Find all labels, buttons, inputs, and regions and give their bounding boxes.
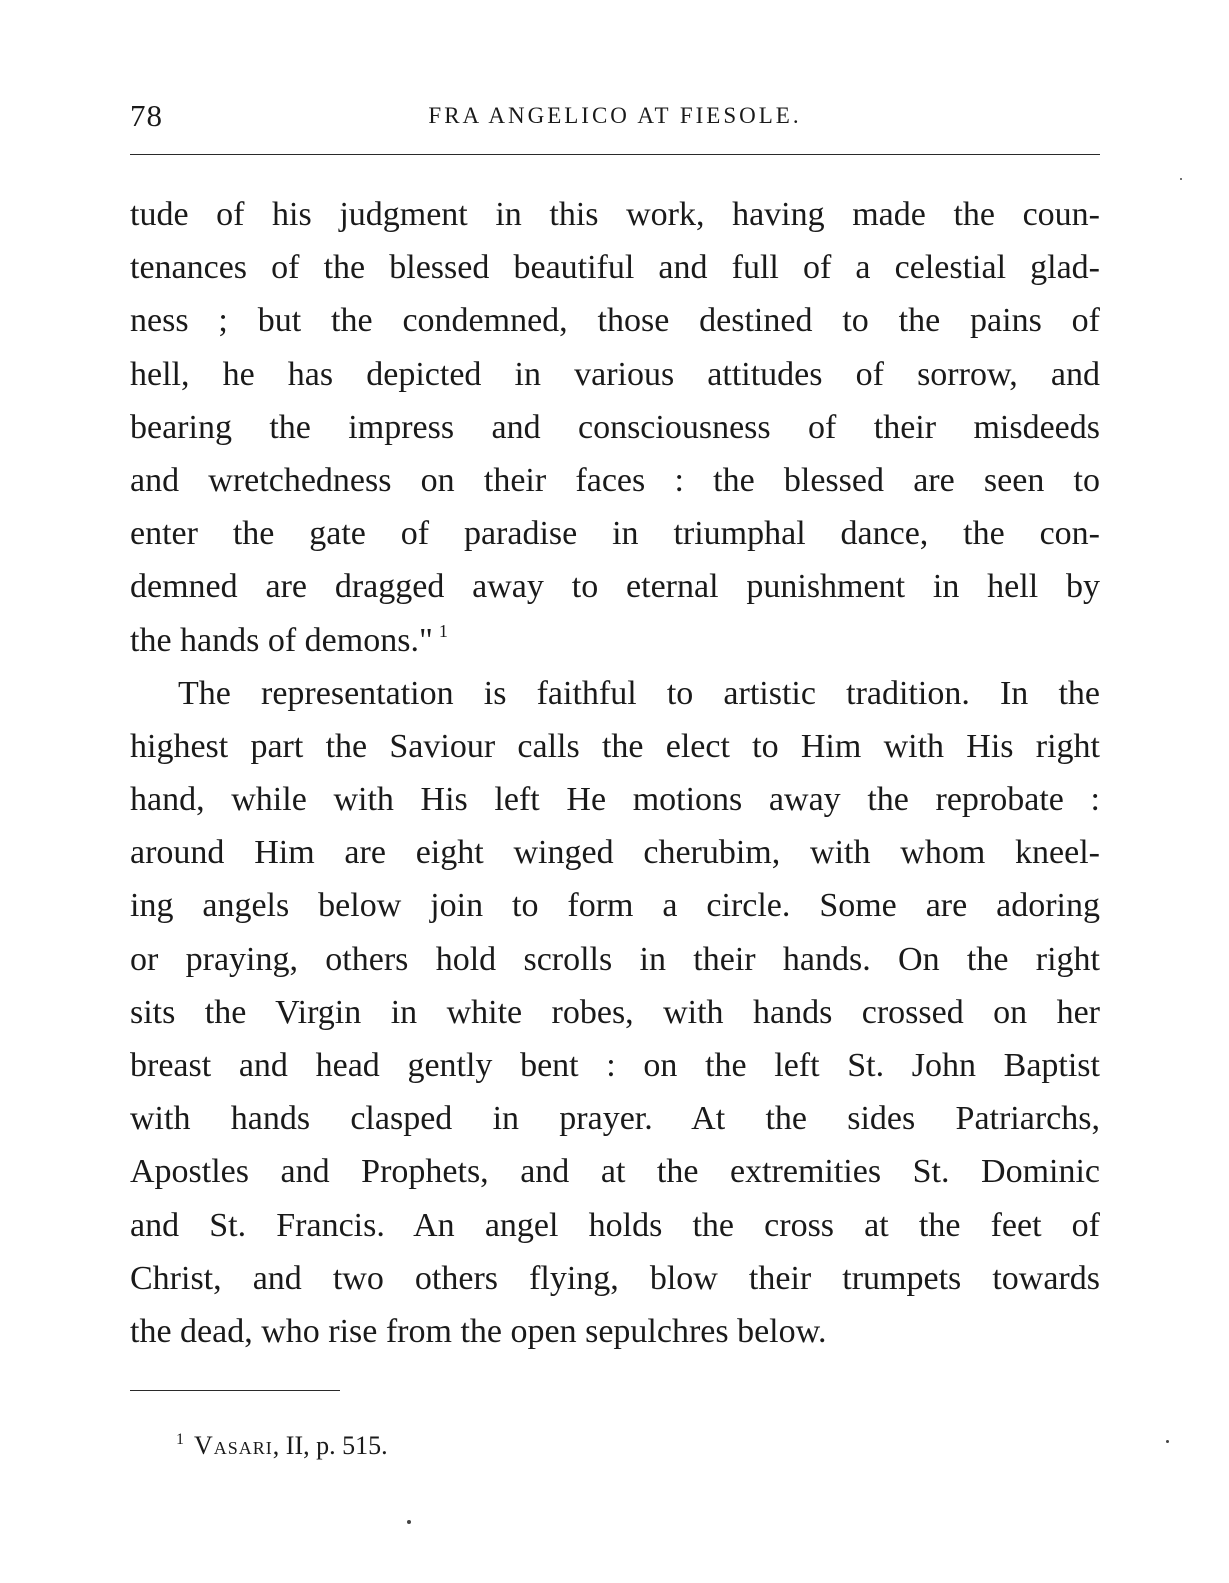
footnote-citation: , II, p. 515. [272, 1431, 388, 1460]
text-line: highest part the Saviour calls the elect to Him with His right [130, 727, 1100, 765]
footnote [176, 1428, 388, 1464]
text-line: breast and head gently bent : on the left St. John Baptist [130, 1047, 1100, 1084]
text-line: hell, he has depicted in various attitudes of sorrow, and [130, 355, 1100, 393]
print-speck [407, 1520, 411, 1524]
text-line: with hands clasped in prayer. At the sides Patriarchs, [130, 1100, 1100, 1138]
text-line: ing angels below join to form a circle. Some are adoring [130, 887, 1100, 925]
text-line: around Him are eight winged cherubim, with whom kneel- [130, 834, 1100, 872]
footnote-mark: 1 [176, 1431, 184, 1448]
running-title: FRA ANGELICO AT FIESOLE. [428, 103, 802, 128]
footnote-author: Vasari [194, 1431, 273, 1460]
text-line: hand, while with His left He motions away the reprobate : [130, 781, 1100, 819]
text-line: the dead, who rise from the open sepulchres below. [130, 1312, 827, 1350]
text-line: sits the Virgin in white robes, with hands crossed on her [130, 993, 1100, 1031]
body-text [130, 188, 1100, 1358]
print-speck [1166, 1440, 1169, 1443]
text-line: ness ; but the condemned, those destined to the pains of [130, 302, 1100, 340]
text-line: bearing the impress and consciousness of their misdeeds [130, 408, 1100, 446]
running-head [130, 96, 1100, 136]
footnote-reference[interactable]: 1 [438, 620, 448, 641]
print-speck [1180, 178, 1182, 180]
text-line: enter the gate of paradise in triumphal dance, the con- [130, 515, 1100, 553]
text-line: or praying, others hold scrolls in their hands. On the right [130, 940, 1100, 978]
text-line: Apostles and Prophets, and at the extremities St. Dominic [130, 1153, 1100, 1191]
text-line-with-footnote [130, 614, 1100, 667]
text-line: tenances of the blessed beautiful and full of a celestial glad- [130, 249, 1100, 287]
header-rule [130, 154, 1100, 155]
text-line: Christ, and two others flying, blow their trumpets towards [130, 1259, 1100, 1297]
paragraph-first-line: The representation is faithful to artistic tradition. In the [178, 674, 1100, 712]
text-line: and St. Francis. An angel holds the cross at the feet of [130, 1206, 1100, 1244]
text-line: tude of his judgment in this work, having made the coun- [130, 196, 1100, 233]
footnote-rule [130, 1390, 340, 1391]
text-line: and wretchedness on their faces : the blessed are seen to [130, 461, 1100, 499]
text-line: demned are dragged away to eternal punishment in hell by [130, 568, 1100, 606]
page-number: 78 [130, 98, 163, 133]
text-line: the hands of demons." [130, 621, 433, 659]
